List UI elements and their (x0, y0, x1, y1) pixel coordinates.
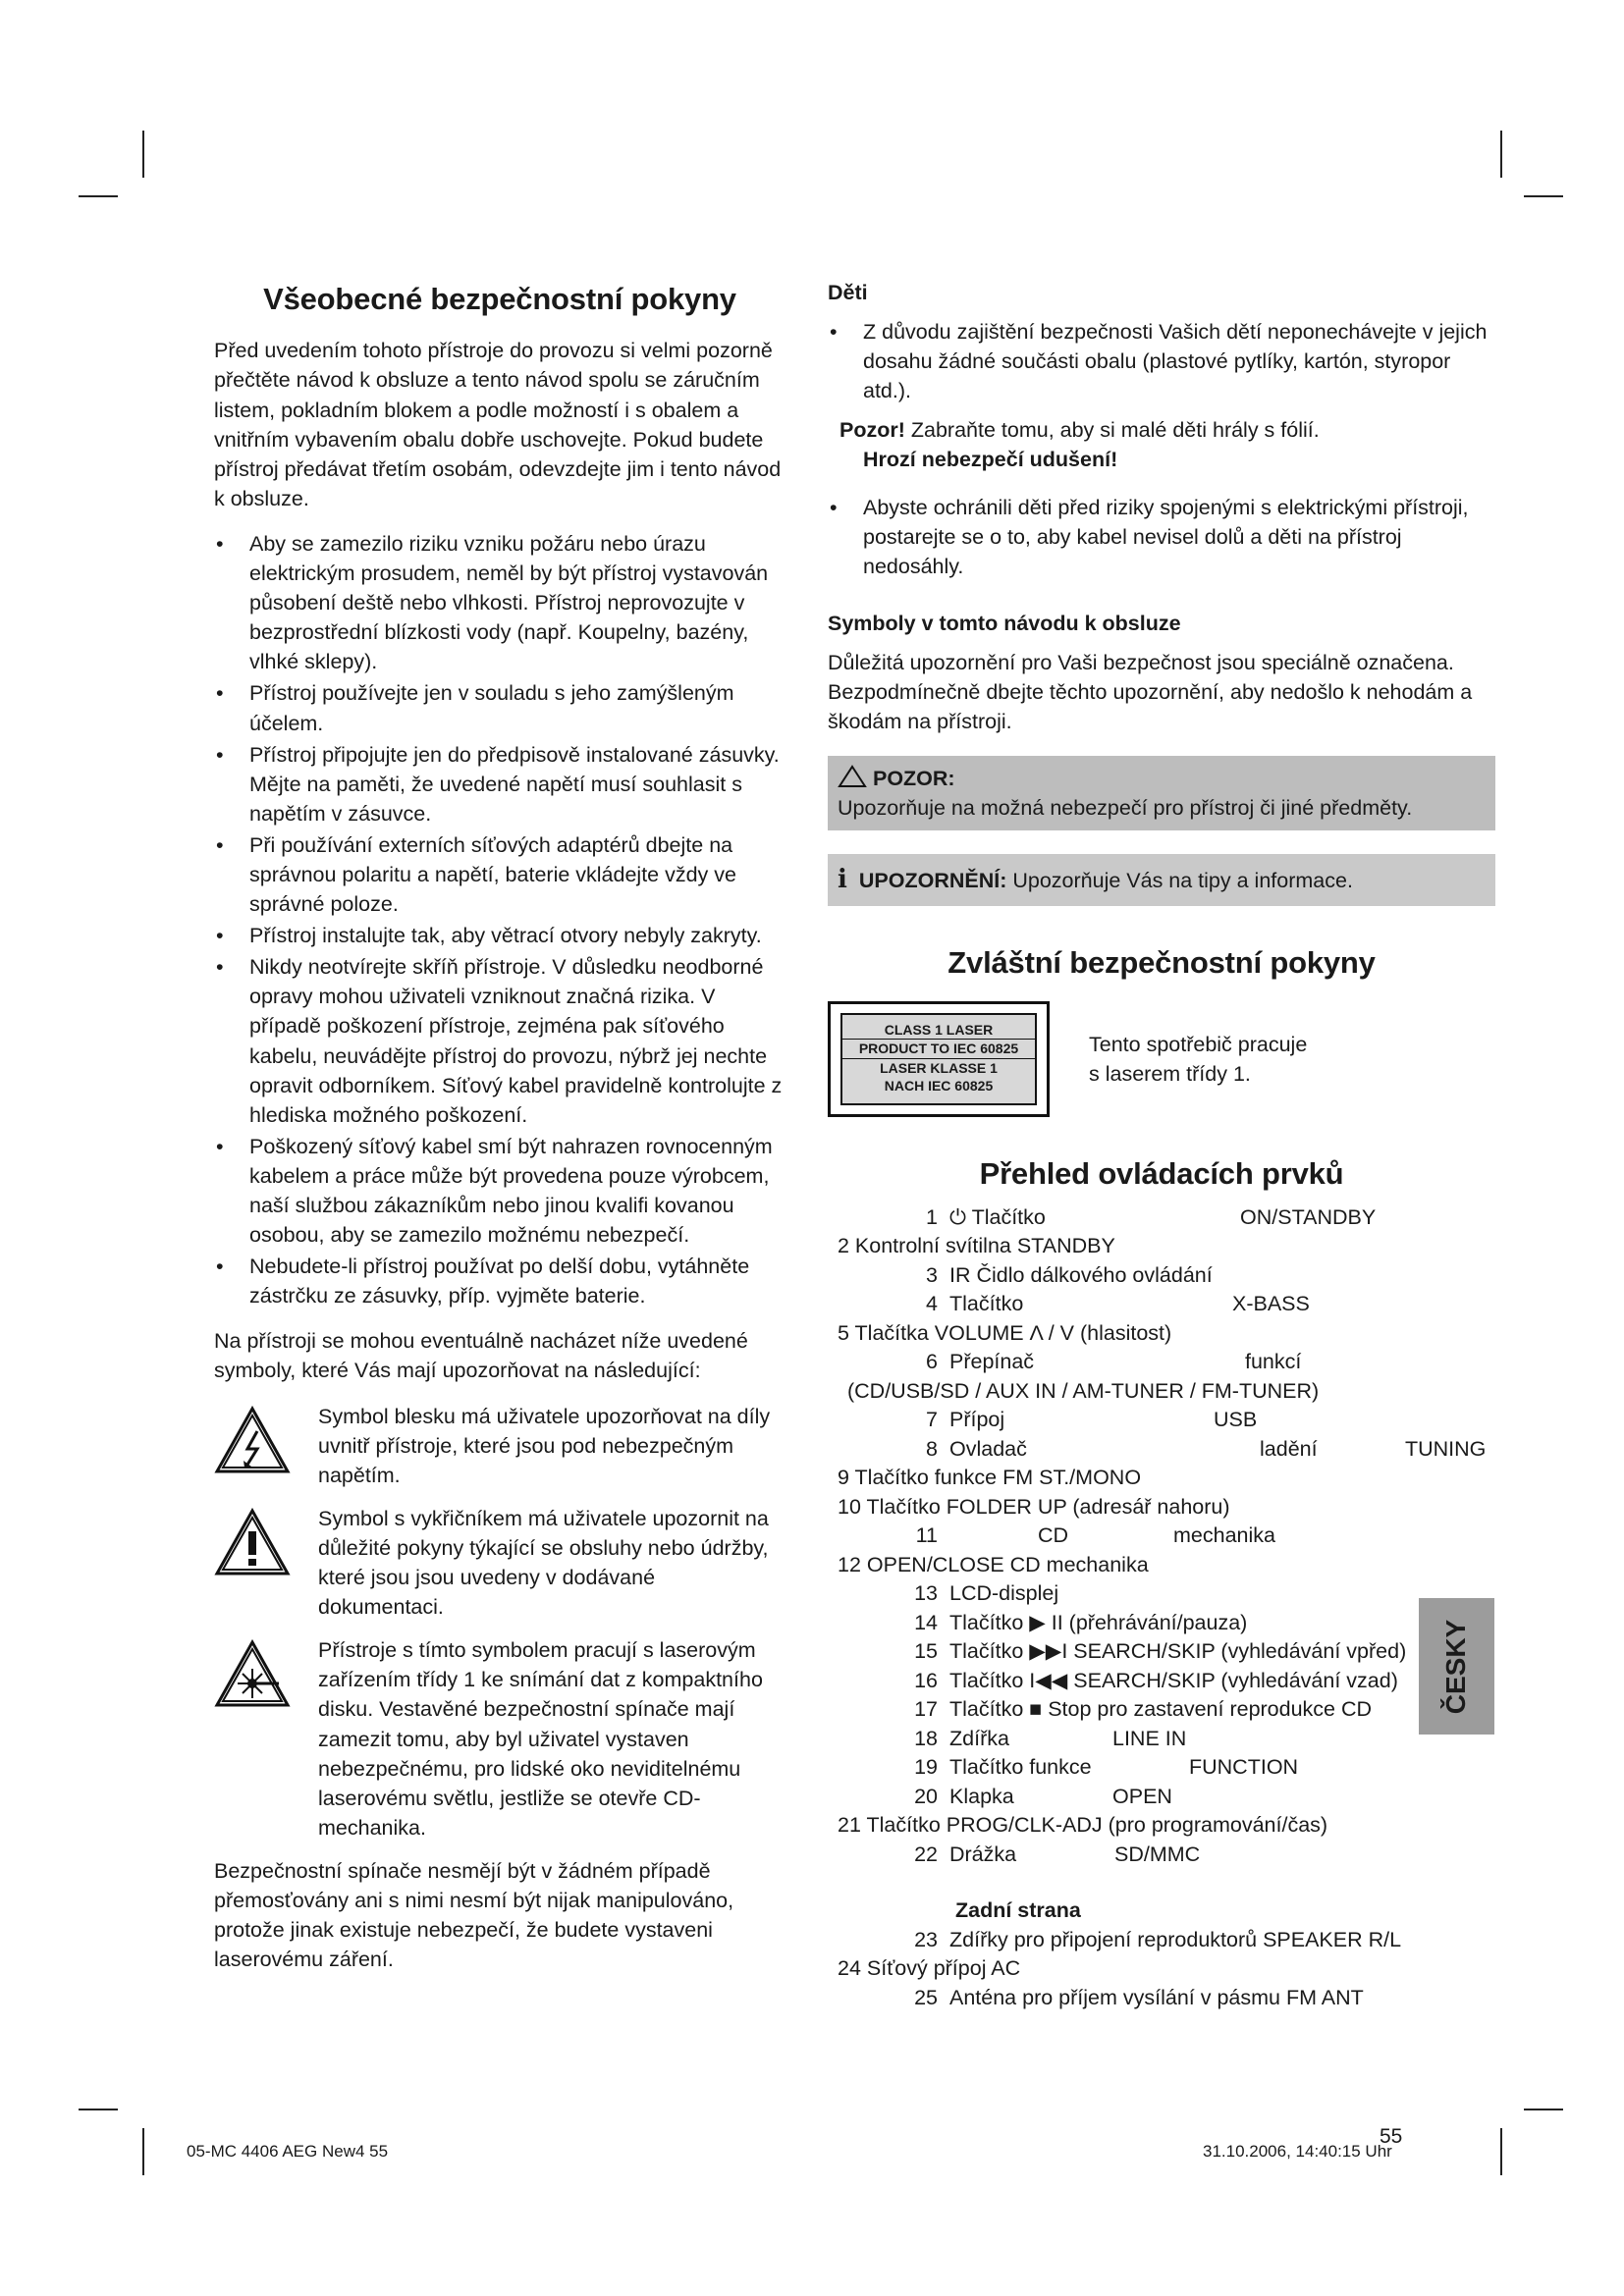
list-item: • Přístroj připojujte jen do předpisově instalované zásuvky. Mějte na paměti, že uvedené napětí musí souhlasit s napětím v zásuvce. (214, 740, 785, 828)
rear-heading: Zadní strana (955, 1898, 1081, 1923)
list-item (828, 1348, 1495, 1377)
page-number: 55 (1380, 2125, 1403, 2148)
control-label: Drážka (949, 1842, 1017, 1866)
control-value: ON/STANDBY (1240, 1204, 1377, 1229)
list-item (828, 1232, 1495, 1261)
control-label: Zdířka (949, 1726, 1009, 1750)
list-item (828, 1290, 1495, 1319)
laser-label-line: PRODUCT TO IEC 60825 (842, 1039, 1035, 1058)
control-number: 13 (914, 1581, 938, 1606)
list-item (828, 1261, 1495, 1291)
symbol-row (214, 1504, 785, 1622)
control-label: Tlačítko (949, 1292, 1024, 1316)
laser-label-line: LASER KLASSE 1 (880, 1059, 998, 1076)
safety-bullet-list (214, 529, 785, 1310)
control-label: CD (1038, 1523, 1069, 1548)
list-item (828, 1522, 1495, 1551)
caution-header (838, 764, 1486, 793)
control-number: 22 (914, 1842, 938, 1866)
symbol-row (214, 1635, 785, 1842)
symbols-heading: Symboly v tomto návodu k obsluze (828, 611, 1181, 635)
control-number: 18 (914, 1726, 938, 1750)
list-item (828, 1609, 1495, 1638)
list-item (828, 1695, 1495, 1725)
control-value: OPEN (1112, 1784, 1172, 1808)
list-item: • Přístroj používejte jen v souladu s jeho zamýšleným účelem. (214, 678, 785, 737)
control-number: 4 (926, 1292, 938, 1316)
control-value: X-BASS (1232, 1292, 1310, 1316)
control-number: 6 (926, 1350, 938, 1374)
children-list (828, 317, 1495, 405)
list-item: • Poškozený síťový kabel smí být nahrazen rovnocenným kabelem a práce může být provedena pouze výrobcem, naší službou zákazníkům nebo jinou kvalifi kovanou osobou, aby se zamezilo možnému nebezpečí. (214, 1132, 785, 1250)
control-label: ⏻ Tlačítko (949, 1204, 1046, 1229)
children-list-2 (828, 493, 1495, 581)
crop-mark (1524, 195, 1563, 197)
laser-warning-icon (214, 1635, 318, 1842)
caution-label: POZOR: (872, 767, 955, 791)
control-number: 1 (926, 1204, 938, 1229)
list-item (828, 1926, 1495, 1955)
list-item: • Abyste ochránili děti před riziky spojenými s elektrickými přístroji, postarejte se o to, aby kabel nevisel dolů a děti na přístroj nedosáhly. (828, 493, 1495, 581)
control-value: ladění (1260, 1436, 1318, 1461)
list-item: • Při používání externích síťových adaptérů dbejte na správnou polaritu a napětí, baterie vkládejte vždy ve správné poloze. (214, 830, 785, 919)
list-item (828, 1984, 1495, 2013)
control-number: 15 (914, 1639, 938, 1664)
control-label: Přípoj (949, 1408, 1005, 1432)
control-number: 25 (914, 1985, 938, 2009)
language-tab-label: ČESKY (1440, 1619, 1472, 1714)
control-number: 11 (915, 1523, 938, 1548)
caution-box (828, 756, 1495, 830)
crop-mark (1524, 2109, 1563, 2110)
list-item (828, 1725, 1495, 1754)
rear-list (828, 1926, 1495, 2013)
control-label: Tlačítko ■ Stop pro zastavení reprodukce CD (949, 1697, 1373, 1722)
crop-mark (79, 195, 118, 197)
list-item (828, 1667, 1495, 1696)
list-item (828, 1493, 1495, 1522)
control-value: FUNCTION (1189, 1755, 1299, 1780)
control-label: Anténa pro příjem vysílání v pásmu FM ANT (949, 1985, 1364, 2009)
list-item (828, 1406, 1495, 1435)
crop-mark (1500, 131, 1502, 178)
crop-mark (142, 131, 144, 178)
note-box (828, 854, 1495, 905)
symbol-text: Přístroje s tímto symbolem pracují s laserovým zařízením třídy 1 ke snímání dat z kompaktního disku. Vestavěné bezpečnostní spínače mají zamezit tomu, aby byl uživatel vystaven nebezpečnému, pro lidské oko neviditelnému laserovému světlu, jestliže se otevře CD-mechanika. (318, 1638, 763, 1840)
control-number: 8 (926, 1436, 938, 1461)
list-item: • Z důvodu zajištění bezpečnosti Vašich dětí neponechávejte v jejich dosahu žádné součásti obalu (plastové pytlíky, kartón, styropor atd.). (828, 317, 1495, 405)
note-label: UPOZORNĚNÍ: (858, 869, 1007, 893)
note-text: Upozorňuje Vás na tipy a informace. (1006, 869, 1353, 893)
symbol-row (214, 1402, 785, 1490)
laser-text-line: s laserem třídy 1. (1089, 1062, 1251, 1087)
laser-class-label (828, 1001, 1050, 1117)
crop-mark (142, 2128, 144, 2175)
control-label: 12 OPEN/CLOSE CD mechanika (838, 1552, 1149, 1576)
footer-left: 05-MC 4406 AEG New4 55 (187, 2142, 389, 2161)
control-number: 16 (914, 1668, 938, 1692)
control-value: funkcí (1245, 1350, 1302, 1374)
control-label: Klapka (949, 1784, 1014, 1808)
list-item: • Přístroj instalujte tak, aby větrací otvory nebyly zakryty. (214, 921, 785, 950)
control-label: IR Čidlo dálkového ovládání (949, 1262, 1213, 1287)
control-number: 14 (914, 1610, 938, 1634)
laser-text-line: Tento spotřebič pracuje (1089, 1033, 1308, 1057)
control-value: USB (1214, 1408, 1258, 1432)
general-safety-title: Všeobecné bezpečnostní pokyny (263, 282, 736, 316)
control-number: 19 (914, 1755, 938, 1780)
control-label: Tlačítko ▶ II (přehrávání/pauza) (949, 1610, 1248, 1634)
right-column (828, 278, 1495, 2012)
control-number: 23 (914, 1927, 938, 1951)
control-label: 24 Síťový přípoj AC (838, 1956, 1021, 1981)
control-label: Tlačítko I◀◀ SEARCH/SKIP (vyhledávání vzad) (949, 1668, 1398, 1692)
control-number: 17 (914, 1697, 938, 1722)
closing-paragraph: Bezpečnostní spínače nesmějí být v žádném případě přemosťovány ani s nimi nesmí být nijak manipulováno, protože jinak existuje nebezpečí, že budete vystaveni laserovému záření. (214, 1858, 734, 1972)
laser-label-line: CLASS 1 LASER (884, 1022, 994, 1039)
control-label: LCD-displej (949, 1581, 1059, 1606)
crop-mark (79, 2109, 118, 2110)
pozor-danger: Hrozí nebezpečí udušení! (863, 448, 1118, 472)
symbol-text: Symbol blesku má uživatele upozorňovat na díly uvnitř přístroje, které jsou pod nebezpečným napětím. (318, 1404, 771, 1487)
info-icon: i (838, 865, 847, 895)
language-tab (1419, 1598, 1494, 1735)
symbols-text: Důležitá upozornění pro Vaši bezpečnost jsou speciálně označena. Bezpodmínečně dbejte těchto upozornění, aby nedošlo k nehodám a škodám na přístroji. (828, 650, 1473, 734)
pozor-label: Pozor! (839, 418, 905, 443)
control-label: 21 Tlačítko PROG/CLK-ADJ (pro programování/čas) (838, 1813, 1328, 1838)
laser-label-line: NACH IEC 60825 (884, 1077, 994, 1094)
control-label: Zdířky pro připojení reproduktorů SPEAKER R/L (949, 1927, 1402, 1951)
list-item (828, 1435, 1495, 1465)
list-item: • Aby se zamezilo riziku vzniku požáru nebo úrazu elektrickým prosudem, neměl by být přístroj vystavován působení deště nebo vlhkosti. Přístroj neprovozujte v bezprostřední blízkosti vody (např. Koupelny, bazény, vlhké sklepy). (214, 529, 785, 676)
control-value: TUNING (1405, 1436, 1487, 1461)
list-item (828, 1377, 1495, 1407)
controls-list (828, 1203, 1495, 1870)
list-item (828, 1954, 1495, 1984)
control-label: Tlačítko funkce (949, 1755, 1092, 1780)
list-item (828, 1551, 1495, 1580)
left-column (214, 278, 785, 1990)
caution-text: Upozorňuje na možná nebezpečí pro přístroj či jiné předměty. (838, 796, 1413, 821)
control-number: 20 (914, 1784, 938, 1808)
children-heading: Děti (828, 281, 868, 304)
control-number: 3 (926, 1262, 938, 1287)
lightning-warning-icon (214, 1402, 318, 1490)
control-label: (CD/USB/SD / AUX IN / AM-TUNER / FM-TUNER) (847, 1378, 1320, 1403)
control-label: 10 Tlačítko FOLDER UP (adresář nahoru) (838, 1494, 1230, 1519)
control-label: 5 Tlačítka VOLUME Λ / V (hlasitost) (838, 1320, 1172, 1345)
control-value: LINE IN (1112, 1726, 1187, 1750)
control-label: Přepínač (949, 1350, 1035, 1374)
controls-title: Přehled ovládacích prvků (979, 1156, 1344, 1192)
symbols-intro: Na přístroji se mohou eventuálně nacházet níže uvedené symboly, které Vás mají upozorňovat na následující: (214, 1329, 748, 1383)
control-label: 9 Tlačítko funkce FM ST./MONO (838, 1466, 1142, 1490)
laser-text (1089, 1030, 1307, 1089)
control-label: 2 Kontrolní svítilna STANDBY (838, 1234, 1115, 1258)
symbol-text: Symbol s vykřičníkem má uživatele upozornit na důležité pokyny týkající se obsluhy nebo údržby, které jsou jsou uvedeny v dodávané dokumentaci. (318, 1506, 769, 1620)
control-value: SD/MMC (1114, 1842, 1201, 1866)
list-item (828, 1579, 1495, 1609)
pozor-text: Zabraňte tomu, aby si malé děti hrály s fólií. (904, 418, 1320, 443)
list-item: • Nikdy neotvírejte skříň přístroje. V důsledku neodborné opravy mohou uživateli vzniknout značná rizika. V případě poškození přístroje, zejména pak síťového kabelu, neuvádějte přístroj do provozu, nýbrž jej nechte opravit odborníkem. Síťový kabel pravidelně kontrolujte z hlediska možného poškození. (214, 952, 785, 1130)
list-item (828, 1783, 1495, 1812)
list-item: • Nebudete-li přístroj používat po delší dobu, vytáhněte zástrčku ze zásuvky, příp. vyjměte baterie. (214, 1252, 785, 1310)
control-label: Ovladač (949, 1436, 1027, 1461)
laser-section (828, 1001, 1495, 1117)
list-item (828, 1753, 1495, 1783)
caution-triangle-icon (838, 767, 873, 790)
list-item (828, 1811, 1495, 1841)
intro-paragraph: Před uvedením tohoto přístroje do provozu si velmi pozorně přečtěte návod k obsluze a tento návod spolu se záručním listem, pokladním blokem a podle možností i s obalem a vnitřním vybavením obalu dobře uschovejte. Pokud budete přístroj předávat třetím osobám, odevzdejte jim i tento návod k obsluze. (214, 339, 782, 510)
list-item (828, 1203, 1495, 1233)
exclamation-warning-icon (214, 1504, 318, 1622)
special-safety-title: Zvláštní bezpečnostní pokyny (947, 944, 1376, 980)
control-value: mechanika (1173, 1523, 1275, 1548)
list-item (828, 1841, 1495, 1870)
control-number: 7 (926, 1408, 938, 1432)
control-label: Tlačítko ▶▶I SEARCH/SKIP (vyhledávání vpřed) (949, 1639, 1407, 1664)
footer-right: 31.10.2006, 14:40:15 Uhr (1203, 2142, 1392, 2161)
crop-mark (1500, 2128, 1502, 2175)
pozor-warning (839, 415, 1495, 474)
list-item (828, 1319, 1495, 1349)
list-item (828, 1637, 1495, 1667)
list-item (828, 1464, 1495, 1493)
